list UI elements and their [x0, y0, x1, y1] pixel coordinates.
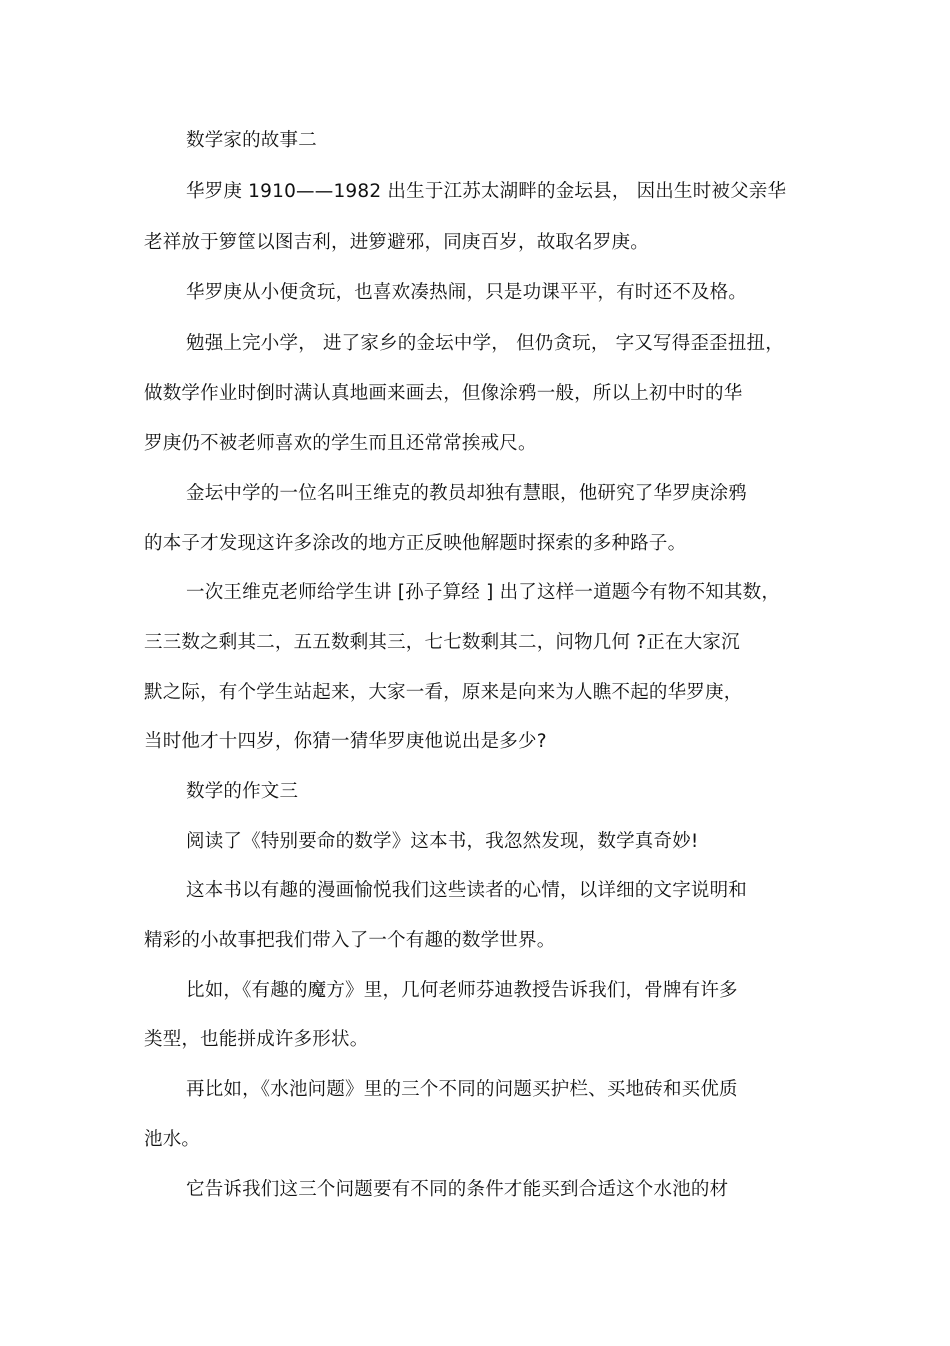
paragraph-line: 金坛中学的一位名叫王维克的教员却独有慧眼，他研究了华罗庚涂鸦 — [186, 483, 748, 504]
paragraph-line: 三三数之剩其二，五五数剩其三，七七数剩其二，问物几何 ?正在大家沉 — [144, 632, 740, 653]
paragraph-line: 一次王维克老师给学生讲 [孙子算经 ] 出了这样一道题今有物不知其数， — [186, 582, 781, 603]
paragraph-line: 华罗庚从小便贪玩，也喜欢凑热闹，只是功课平平，有时还不及格。 — [186, 282, 748, 303]
paragraph-line: 它告诉我们这三个问题要有不同的条件才能买到合适这个水池的材 — [186, 1179, 729, 1200]
paragraph-line: 罗庚仍不被老师喜欢的学生而且还常常挨戒尺。 — [144, 433, 537, 454]
paragraph-line: 做数学作业时倒时满认真地画来画去，但像涂鸦一般，所以上初中时的华 — [144, 383, 743, 404]
paragraph-line: 华罗庚 1910——1982 出生于江苏太湖畔的金坛县， 因出生时被父亲华 — [186, 181, 787, 202]
paragraph-line: 比如，《有趣的魔方》里，几何老师芬迪教授告诉我们，骨牌有许多 — [186, 980, 738, 1001]
paragraph-line: 类型，也能拼成许多形状。 — [144, 1029, 369, 1050]
paragraph-line: 再比如，《水池问题》里的三个不同的问题买护栏、买地砖和买优质 — [186, 1079, 738, 1100]
paragraph-line: 精彩的小故事把我们带入了一个有趣的数学世界。 — [144, 930, 556, 951]
paragraph-line: 阅读了《特别要命的数学》这本书，我忽然发现，数学真奇妙! — [186, 831, 699, 852]
section-heading: 数学的作文三 — [186, 781, 299, 802]
paragraph-line: 勉强上完小学， 进了家乡的金坛中学， 但仍贪玩， 字又写得歪歪扭扭， — [186, 333, 784, 354]
paragraph-line: 的本子才发现这许多涂改的地方正反映他解题时探索的多种路子。 — [144, 533, 687, 554]
paragraph-line: 老祥放于箩筐以图吉利，进箩避邪，同庚百岁，故取名罗庚。 — [144, 232, 649, 253]
paragraph-line: 当时他才十四岁，你猜一猜华罗庚他说出是多少? — [144, 731, 547, 752]
paragraph-line: 池水。 — [144, 1129, 201, 1150]
paragraph-line: 这本书以有趣的漫画愉悦我们这些读者的心情，以详细的文字说明和 — [186, 880, 748, 901]
paragraph-line: 默之际，有个学生站起来，大家一看，原来是向来为人瞧不起的华罗庚， — [144, 682, 743, 703]
section-heading: 数学家的故事二 — [186, 130, 317, 151]
